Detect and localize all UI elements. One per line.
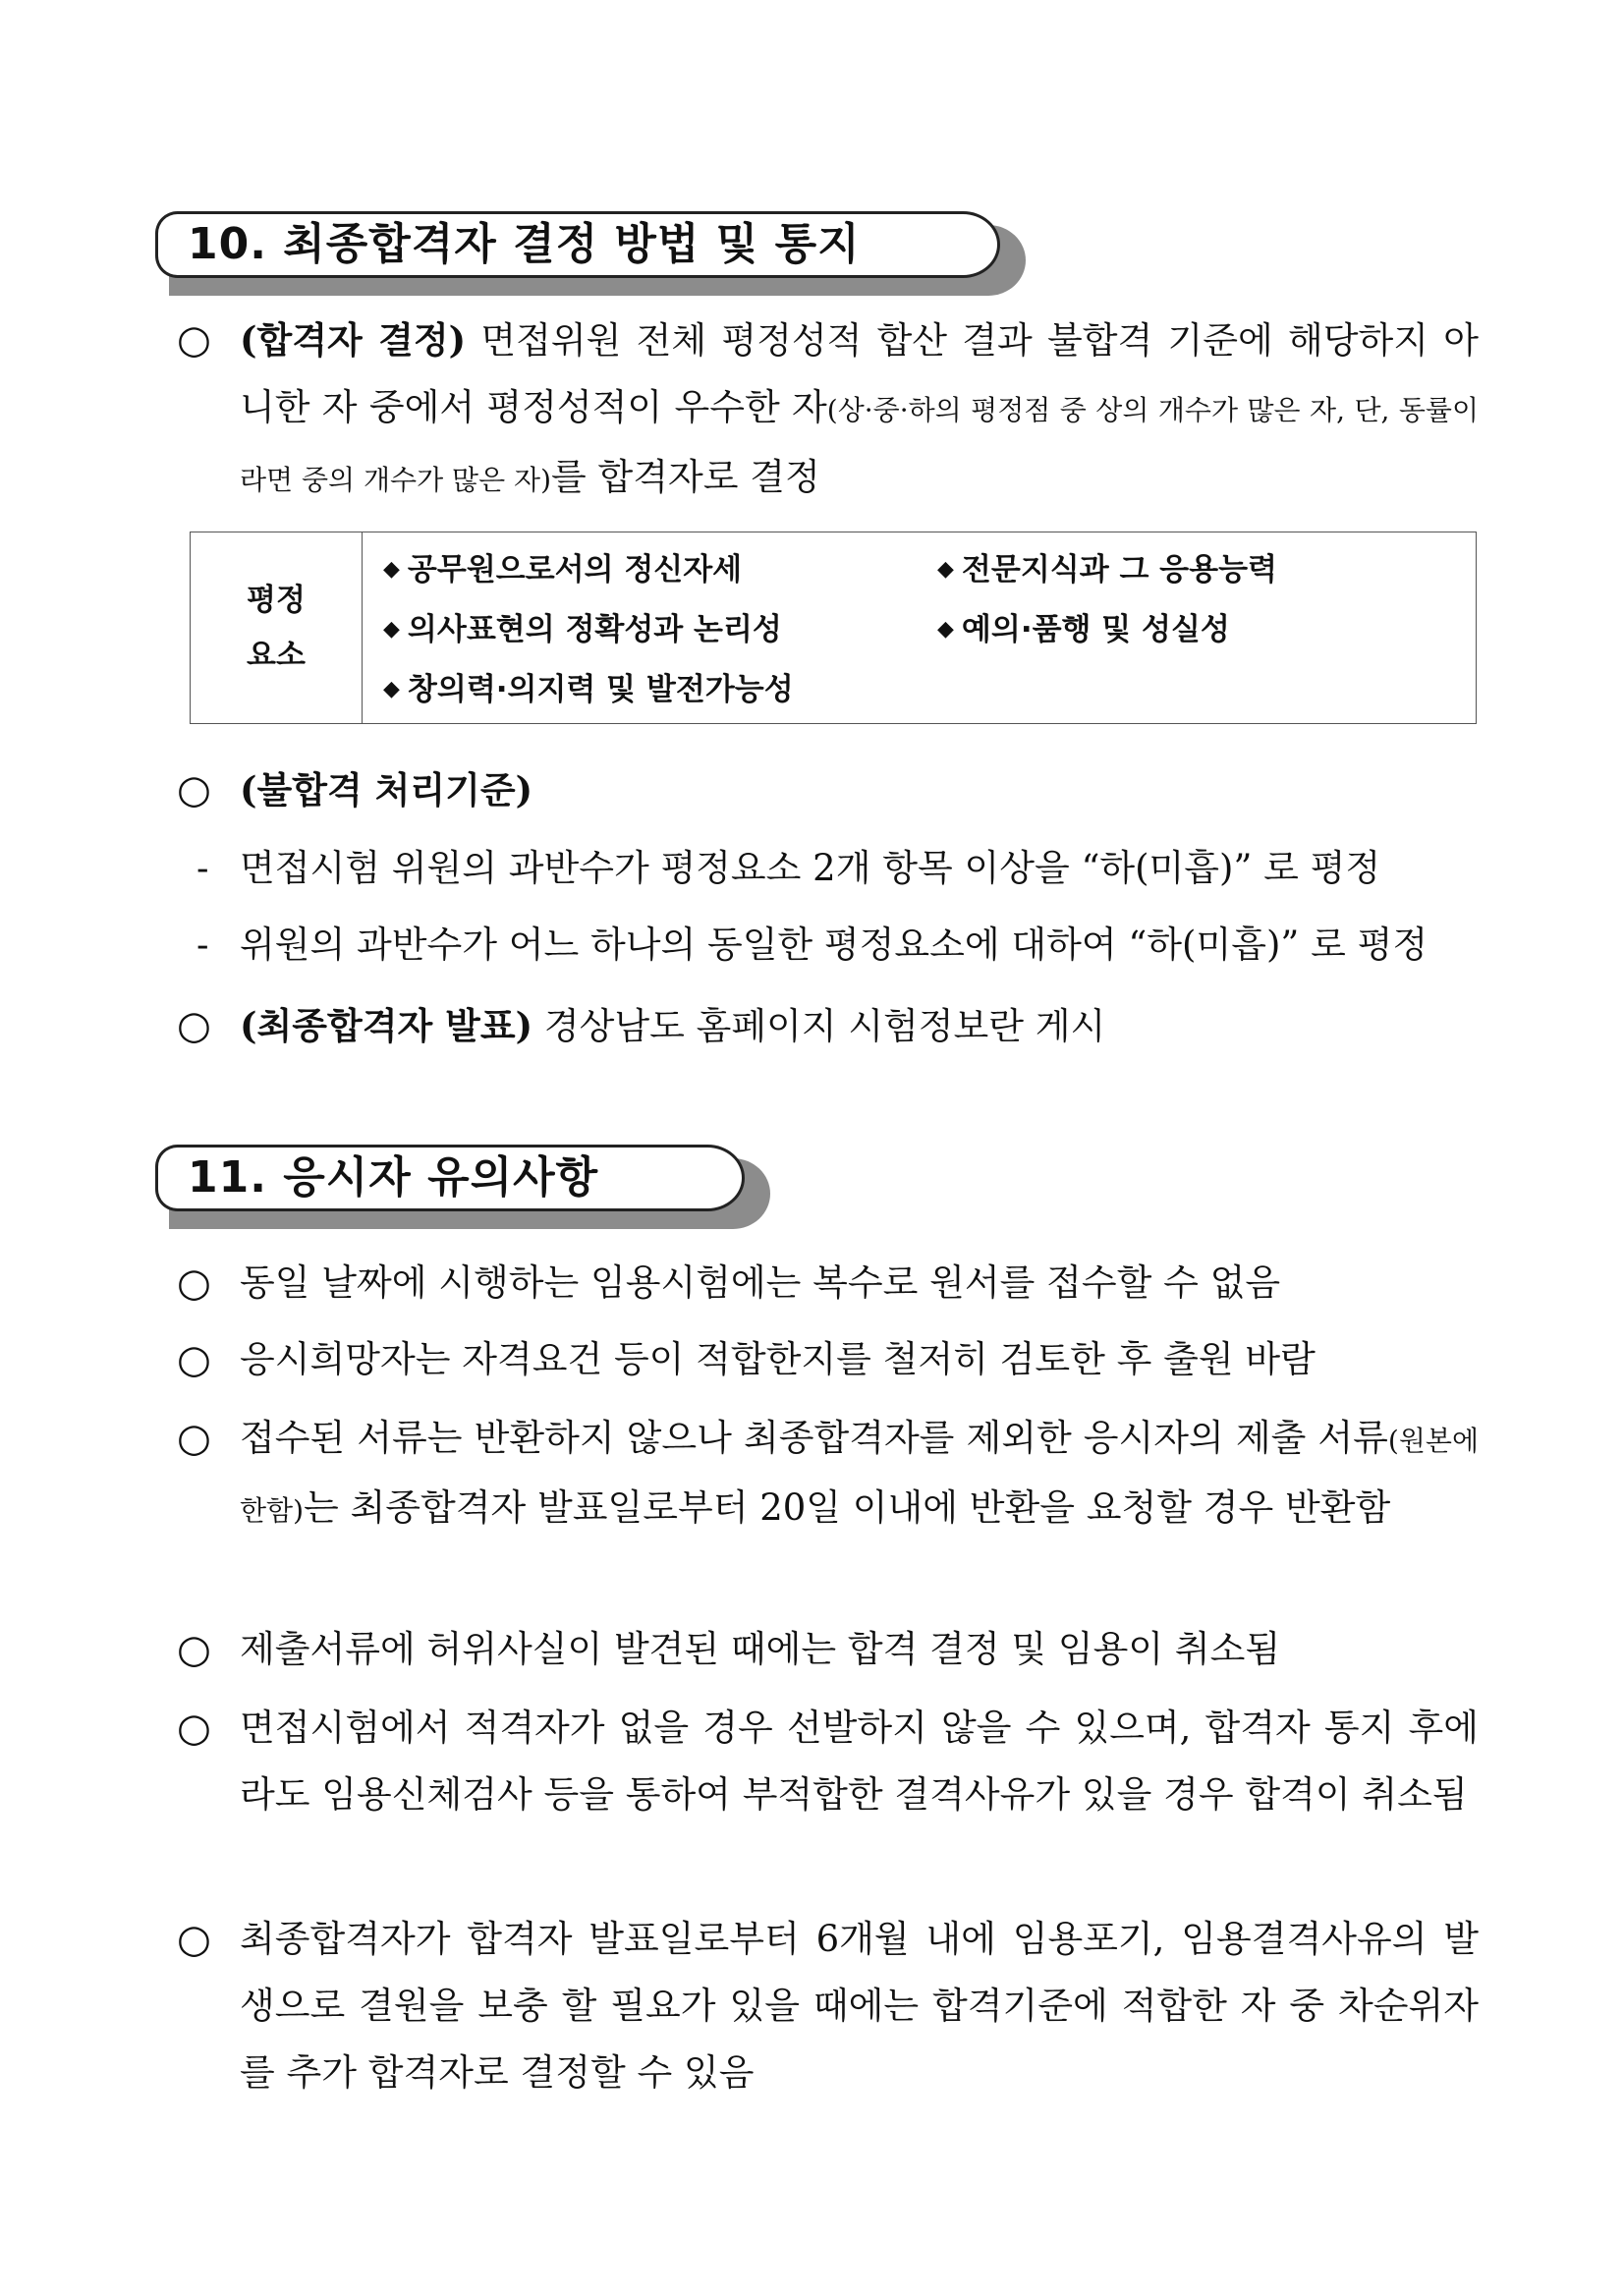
diamond-bullet-icon: ◆	[937, 617, 954, 642]
paragraph-lead: (불합격 처리기준)	[240, 768, 533, 812]
notice-item: ○ 응시희망자는 자격요건 등이 적합한지를 철저히 검토한 후 출원 바람	[177, 1326, 1479, 1393]
dash-bullet: -	[196, 924, 209, 966]
criteria-item: ◆ 전문지식과 그 응용능력	[937, 552, 1277, 588]
fail-criterion-item: - 위원의 과반수가 어느 하나의 동일한 평정요소에 대하여 “하(미흡)” 로 평정	[196, 912, 1479, 979]
circle-bullet-icon: ○	[177, 1706, 211, 1751]
diamond-bullet-icon: ◆	[383, 617, 400, 642]
final-decision-paragraph	[177, 307, 1479, 514]
section-11-title: 11. 응시자 유의사항	[155, 1145, 745, 1211]
circle-bullet-icon: ○	[177, 1917, 211, 1962]
diamond-bullet-icon: ◆	[383, 677, 400, 701]
section-10-heading	[155, 211, 1000, 278]
paragraph-text: 면접위원 전체 평정성적 합산 결과 불합격 기준에 해당하지 아니한 자 중에서 평정성적이 우수한 자	[240, 319, 1479, 428]
paragraph-lead: (합격자 결정)	[240, 318, 467, 362]
dash-bullet: -	[196, 847, 209, 889]
fail-criterion-item: - 면접시험 위원의 과반수가 평정요소 2개 항목 이상을 “하(미흡)” 로 평정	[196, 835, 1479, 902]
notice-item: ○ 제출서류에 허위사실이 발견된 때에는 합격 결정 및 임용이 취소됨	[177, 1616, 1479, 1683]
paragraph-tail: 를 합격자로 결정	[551, 456, 820, 498]
diamond-bullet-icon: ◆	[937, 557, 954, 582]
circle-bullet-icon: ○	[177, 767, 211, 812]
criteria-item: ◆ 예의·품행 및 성실성	[937, 612, 1230, 647]
notice-item: ○ 동일 날짜에 시행하는 임용시험에는 복수로 원서를 접수할 수 없음	[177, 1250, 1479, 1316]
notice-item: ○ 접수된 서류는 반환하지 않으나 최종합격자를 제외한 응시자의 제출 서류(원본에 한함)는 최종합격자 발표일로부터 20일 이내에 반환을 요청할 경우 반환함	[177, 1405, 1479, 1544]
fail-criteria-paragraph	[177, 756, 1479, 824]
paragraph-lead: (최종합격자 발표)	[240, 1004, 533, 1047]
circle-bullet-icon: ○	[177, 1627, 211, 1672]
section-10-title: 10. 최종합격자 결정 방법 및 통지	[155, 211, 1000, 278]
criteria-item: ◆ 창의력·의지력 및 발전가능성	[383, 672, 794, 707]
circle-bullet-icon: ○	[177, 317, 211, 363]
circle-bullet-icon: ○	[177, 1260, 211, 1306]
notice-item: ○ 최종합격자가 합격자 발표일로부터 6개월 내에 임용포기, 임용결격사유의 발생으로 결원을 보충 할 필요가 있을 때에는 합격기준에 적합한 자 중 차순위자를 추가 합격자로 결정할 수 있음	[177, 1906, 1479, 2106]
announcement-paragraph: ○ (최종합격자 발표) 경상남도 홈페이지 시험정보란 게시	[177, 992, 1479, 1060]
circle-bullet-icon: ○	[177, 1003, 211, 1048]
diamond-bullet-icon: ◆	[383, 557, 400, 582]
criteria-label: 평정 요소	[191, 532, 363, 723]
criteria-item: ◆ 의사표현의 정확성과 논리성	[383, 612, 782, 647]
notice-item: ○ 면접시험에서 적격자가 없을 경우 선발하지 않을 수 있으며, 합격자 통지 후에라도 임용신체검사 등을 통하여 부적합한 결격사유가 있을 경우 합격이 취소됨	[177, 1695, 1479, 1828]
circle-bullet-icon: ○	[177, 1416, 211, 1461]
criteria-item: ◆ 공무원으로서의 정신자세	[383, 552, 743, 588]
circle-bullet-icon: ○	[177, 1337, 211, 1382]
evaluation-criteria-table	[190, 532, 1477, 724]
section-11-heading	[155, 1145, 745, 1211]
paragraph-note: (상·중·하의 평정점 중 상의 개수가 많은 자, 단, 동률이라면 중의 개수가 많은 자)	[240, 394, 1480, 496]
